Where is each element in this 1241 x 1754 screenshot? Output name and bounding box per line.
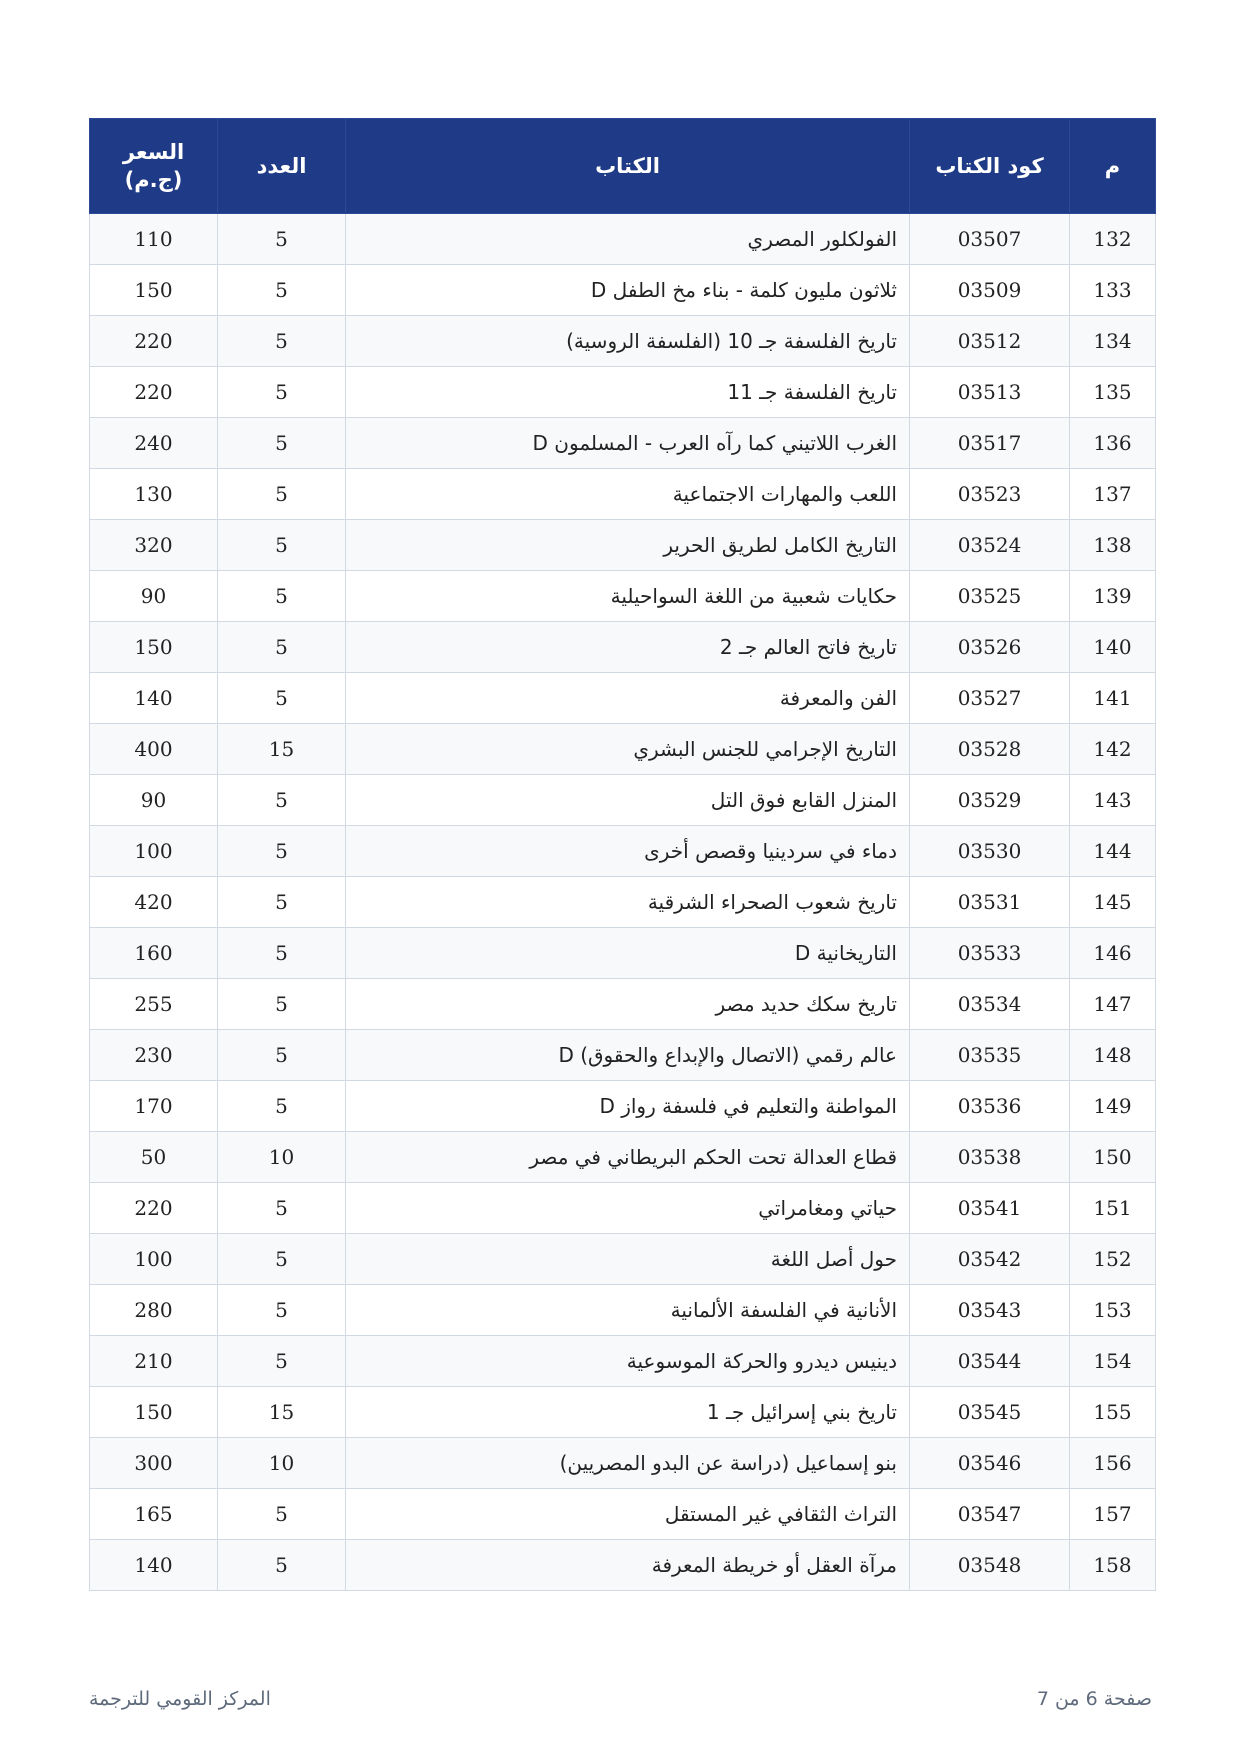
cell-book-code: 03536 — [910, 1081, 1070, 1132]
cell-count: 5 — [218, 1030, 346, 1081]
table-row — [90, 826, 1156, 877]
table-row — [90, 265, 1156, 316]
cell-price: 130 — [90, 469, 218, 520]
cell-count: 5 — [218, 1285, 346, 1336]
cell-price: 300 — [90, 1438, 218, 1489]
cell-index: 149 — [1070, 1081, 1156, 1132]
cell-book-code: 03545 — [910, 1387, 1070, 1438]
cell-index: 158 — [1070, 1540, 1156, 1591]
header-book-title: الكتاب — [346, 119, 910, 214]
table-row — [90, 928, 1156, 979]
cell-count: 5 — [218, 622, 346, 673]
table-row — [90, 1336, 1156, 1387]
cell-count: 5 — [218, 1336, 346, 1387]
book-price-table — [89, 118, 1156, 1591]
table-row — [90, 1438, 1156, 1489]
cell-book-code: 03548 — [910, 1540, 1070, 1591]
table-body — [90, 214, 1156, 1591]
table-row — [90, 775, 1156, 826]
cell-count: 10 — [218, 1438, 346, 1489]
footer-page-number: صفحة 6 من 7 — [1036, 1688, 1152, 1710]
cell-book-code: 03517 — [910, 418, 1070, 469]
cell-price: 220 — [90, 367, 218, 418]
cell-count: 5 — [218, 826, 346, 877]
cell-book-title: تاريخ الفلسفة جـ 10 (الفلسفة الروسية) — [346, 316, 910, 367]
cell-count: 5 — [218, 469, 346, 520]
header-price-label: السعر — [122, 139, 185, 164]
cell-count: 5 — [218, 571, 346, 622]
cell-book-title: التاريخ الإجرامي للجنس البشري — [346, 724, 910, 775]
cell-count: 5 — [218, 520, 346, 571]
cell-index: 136 — [1070, 418, 1156, 469]
cell-price: 100 — [90, 1234, 218, 1285]
cell-book-title: المنزل القابع فوق التل — [346, 775, 910, 826]
cell-book-code: 03543 — [910, 1285, 1070, 1336]
cell-price: 165 — [90, 1489, 218, 1540]
cell-book-title: مرآة العقل أو خريطة المعرفة — [346, 1540, 910, 1591]
cell-book-title: التاريخ الكامل لطريق الحرير — [346, 520, 910, 571]
cell-index: 147 — [1070, 979, 1156, 1030]
cell-price: 170 — [90, 1081, 218, 1132]
cell-price: 90 — [90, 571, 218, 622]
cell-book-code: 03547 — [910, 1489, 1070, 1540]
cell-book-title: التراث الثقافي غير المستقل — [346, 1489, 910, 1540]
cell-price: 140 — [90, 673, 218, 724]
cell-price: 280 — [90, 1285, 218, 1336]
cell-count: 5 — [218, 1489, 346, 1540]
cell-book-title: الأنانية في الفلسفة الألمانية — [346, 1285, 910, 1336]
cell-count: 5 — [218, 673, 346, 724]
cell-index: 146 — [1070, 928, 1156, 979]
table-row — [90, 1285, 1156, 1336]
cell-book-code: 03530 — [910, 826, 1070, 877]
cell-price: 220 — [90, 1183, 218, 1234]
cell-book-code: 03541 — [910, 1183, 1070, 1234]
table-row — [90, 1234, 1156, 1285]
cell-book-code: 03531 — [910, 877, 1070, 928]
cell-book-title: دماء في سردينيا وقصص أخرى — [346, 826, 910, 877]
cell-index: 140 — [1070, 622, 1156, 673]
cell-price: 400 — [90, 724, 218, 775]
cell-count: 5 — [218, 1540, 346, 1591]
cell-price: 140 — [90, 1540, 218, 1591]
cell-price: 160 — [90, 928, 218, 979]
cell-book-title: حول أصل اللغة — [346, 1234, 910, 1285]
cell-count: 5 — [218, 877, 346, 928]
cell-index: 133 — [1070, 265, 1156, 316]
cell-book-code: 03507 — [910, 214, 1070, 265]
cell-book-code: 03525 — [910, 571, 1070, 622]
cell-book-code: 03546 — [910, 1438, 1070, 1489]
cell-book-code: 03538 — [910, 1132, 1070, 1183]
cell-count: 5 — [218, 775, 346, 826]
cell-book-code: 03533 — [910, 928, 1070, 979]
header-price-unit: (ج.م) — [124, 168, 183, 192]
cell-book-title: ثلاثون مليون كلمة - بناء مخ الطفل D — [346, 265, 910, 316]
cell-book-title: تاريخ فاتح العالم جـ 2 — [346, 622, 910, 673]
cell-index: 134 — [1070, 316, 1156, 367]
cell-index: 137 — [1070, 469, 1156, 520]
table-row — [90, 418, 1156, 469]
cell-book-title: حكايات شعبية من اللغة السواحيلية — [346, 571, 910, 622]
cell-book-code: 03512 — [910, 316, 1070, 367]
table-row — [90, 877, 1156, 928]
cell-count: 15 — [218, 1387, 346, 1438]
cell-index: 145 — [1070, 877, 1156, 928]
cell-book-code: 03542 — [910, 1234, 1070, 1285]
cell-book-title: الفن والمعرفة — [346, 673, 910, 724]
table-row — [90, 1540, 1156, 1591]
cell-book-code: 03523 — [910, 469, 1070, 520]
table-row — [90, 673, 1156, 724]
cell-book-title: دينيس ديدرو والحركة الموسوعية — [346, 1336, 910, 1387]
cell-book-code: 03544 — [910, 1336, 1070, 1387]
cell-count: 5 — [218, 928, 346, 979]
cell-index: 144 — [1070, 826, 1156, 877]
cell-book-title: تاريخ سكك حديد مصر — [346, 979, 910, 1030]
header-book-code: كود الكتاب — [910, 119, 1070, 214]
cell-count: 5 — [218, 1234, 346, 1285]
cell-book-title: حياتي ومغامراتي — [346, 1183, 910, 1234]
cell-index: 156 — [1070, 1438, 1156, 1489]
cell-book-code: 03527 — [910, 673, 1070, 724]
cell-price: 100 — [90, 826, 218, 877]
table-row — [90, 724, 1156, 775]
table-row — [90, 571, 1156, 622]
cell-index: 152 — [1070, 1234, 1156, 1285]
cell-price: 110 — [90, 214, 218, 265]
table-row — [90, 1030, 1156, 1081]
cell-book-code: 03509 — [910, 265, 1070, 316]
cell-count: 15 — [218, 724, 346, 775]
cell-count: 10 — [218, 1132, 346, 1183]
table-row — [90, 214, 1156, 265]
cell-book-title: الغرب اللاتيني كما رآه العرب - المسلمون D — [346, 418, 910, 469]
cell-index: 135 — [1070, 367, 1156, 418]
cell-index: 155 — [1070, 1387, 1156, 1438]
cell-index: 154 — [1070, 1336, 1156, 1387]
cell-book-code: 03528 — [910, 724, 1070, 775]
table-row — [90, 1081, 1156, 1132]
cell-count: 5 — [218, 1183, 346, 1234]
cell-book-code: 03526 — [910, 622, 1070, 673]
cell-book-title: المواطنة والتعليم في فلسفة رواز D — [346, 1081, 910, 1132]
cell-count: 5 — [218, 367, 346, 418]
book-price-table-container — [89, 118, 1155, 1591]
table-row — [90, 1183, 1156, 1234]
cell-index: 141 — [1070, 673, 1156, 724]
cell-price: 210 — [90, 1336, 218, 1387]
table-row — [90, 1387, 1156, 1438]
table-row — [90, 520, 1156, 571]
cell-count: 5 — [218, 979, 346, 1030]
footer-organization: المركز القومي للترجمة — [89, 1688, 271, 1710]
cell-price: 420 — [90, 877, 218, 928]
cell-price: 150 — [90, 1387, 218, 1438]
cell-book-title: تاريخ الفلسفة جـ 11 — [346, 367, 910, 418]
cell-price: 90 — [90, 775, 218, 826]
cell-index: 132 — [1070, 214, 1156, 265]
cell-index: 151 — [1070, 1183, 1156, 1234]
cell-book-code: 03535 — [910, 1030, 1070, 1081]
header-price — [90, 119, 218, 214]
table-row — [90, 979, 1156, 1030]
cell-book-title: بنو إسماعيل (دراسة عن البدو المصريين) — [346, 1438, 910, 1489]
table-header-row — [90, 119, 1156, 214]
table-row — [90, 469, 1156, 520]
cell-index: 142 — [1070, 724, 1156, 775]
cell-book-title: الفولكلور المصري — [346, 214, 910, 265]
cell-price: 220 — [90, 316, 218, 367]
cell-book-code: 03524 — [910, 520, 1070, 571]
cell-price: 230 — [90, 1030, 218, 1081]
cell-count: 5 — [218, 418, 346, 469]
cell-book-title: اللعب والمهارات الاجتماعية — [346, 469, 910, 520]
cell-book-title: عالم رقمي (الاتصال والإبداع والحقوق) D — [346, 1030, 910, 1081]
cell-count: 5 — [218, 214, 346, 265]
cell-price: 255 — [90, 979, 218, 1030]
cell-index: 153 — [1070, 1285, 1156, 1336]
cell-price: 320 — [90, 520, 218, 571]
cell-index: 138 — [1070, 520, 1156, 571]
cell-index: 157 — [1070, 1489, 1156, 1540]
table-row — [90, 1132, 1156, 1183]
cell-book-code: 03534 — [910, 979, 1070, 1030]
header-index: م — [1070, 119, 1156, 214]
cell-book-title: التاريخانية D — [346, 928, 910, 979]
cell-count: 5 — [218, 265, 346, 316]
cell-price: 50 — [90, 1132, 218, 1183]
cell-book-code: 03513 — [910, 367, 1070, 418]
cell-price: 150 — [90, 265, 218, 316]
cell-book-code: 03529 — [910, 775, 1070, 826]
table-row — [90, 367, 1156, 418]
cell-book-title: تاريخ بني إسرائيل جـ 1 — [346, 1387, 910, 1438]
cell-price: 150 — [90, 622, 218, 673]
cell-book-title: قطاع العدالة تحت الحكم البريطاني في مصر — [346, 1132, 910, 1183]
table-row — [90, 622, 1156, 673]
cell-price: 240 — [90, 418, 218, 469]
cell-count: 5 — [218, 316, 346, 367]
table-row — [90, 1489, 1156, 1540]
cell-book-title: تاريخ شعوب الصحراء الشرقية — [346, 877, 910, 928]
cell-index: 150 — [1070, 1132, 1156, 1183]
cell-index: 139 — [1070, 571, 1156, 622]
table-row — [90, 316, 1156, 367]
cell-count: 5 — [218, 1081, 346, 1132]
header-count: العدد — [218, 119, 346, 214]
cell-index: 148 — [1070, 1030, 1156, 1081]
cell-index: 143 — [1070, 775, 1156, 826]
